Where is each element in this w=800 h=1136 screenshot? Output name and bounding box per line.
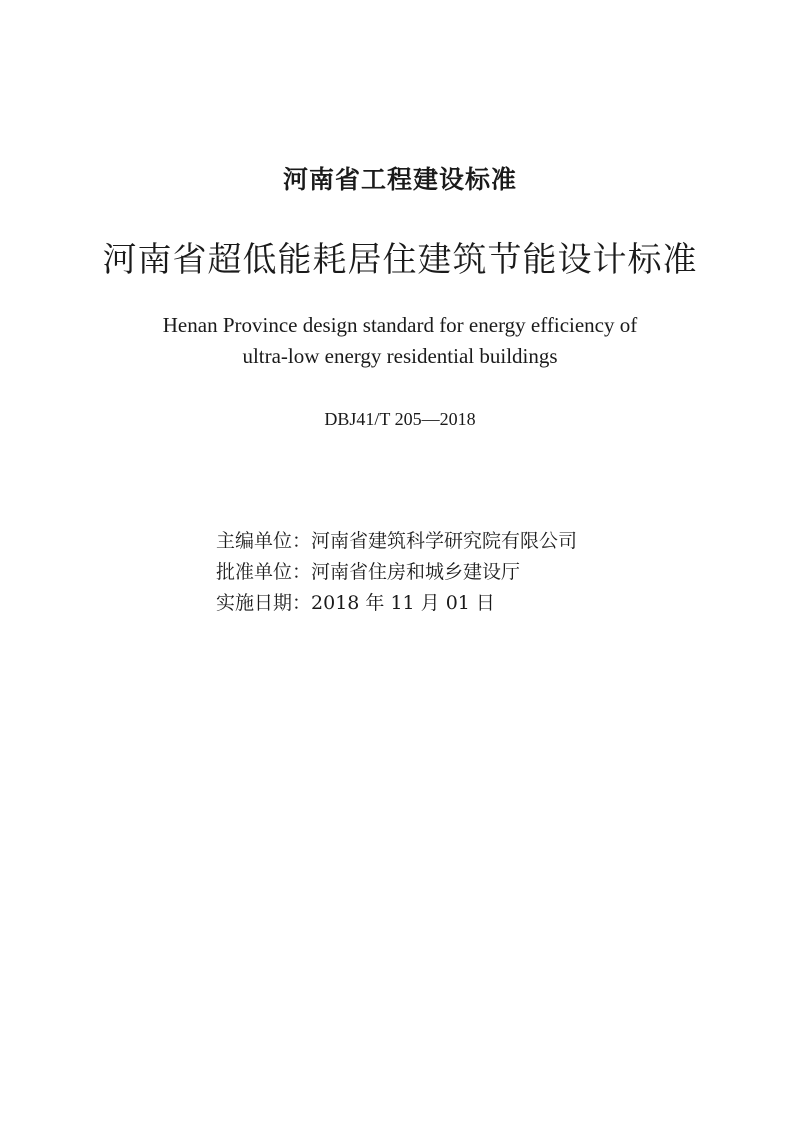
info-row-chief-editor	[216, 526, 577, 557]
series-title: 河南省工程建设标准	[282, 165, 517, 194]
english-title	[0, 310, 800, 372]
english-title-line-2: ultra-low energy residential buildings	[242, 344, 558, 368]
info-label: 主编单位：	[216, 530, 312, 552]
info-label: 批准单位：	[216, 561, 312, 583]
info-row-approver	[216, 557, 577, 588]
info-block	[216, 526, 577, 619]
info-value: 河南省住房和城乡建设厅	[311, 561, 521, 583]
main-title: 河南省超低能耗居住建筑节能设计标准	[102, 240, 698, 280]
info-value: 河南省建筑科学研究院有限公司	[311, 530, 578, 552]
info-value: 2018 年 11 月 01 日	[311, 592, 495, 614]
standard-code: DBJ41/T 205—2018	[324, 409, 476, 429]
info-row-effective-date	[216, 588, 577, 619]
info-label: 实施日期：	[216, 592, 312, 614]
english-title-line-1: Henan Province design standard for energy efficiency of	[162, 313, 638, 337]
